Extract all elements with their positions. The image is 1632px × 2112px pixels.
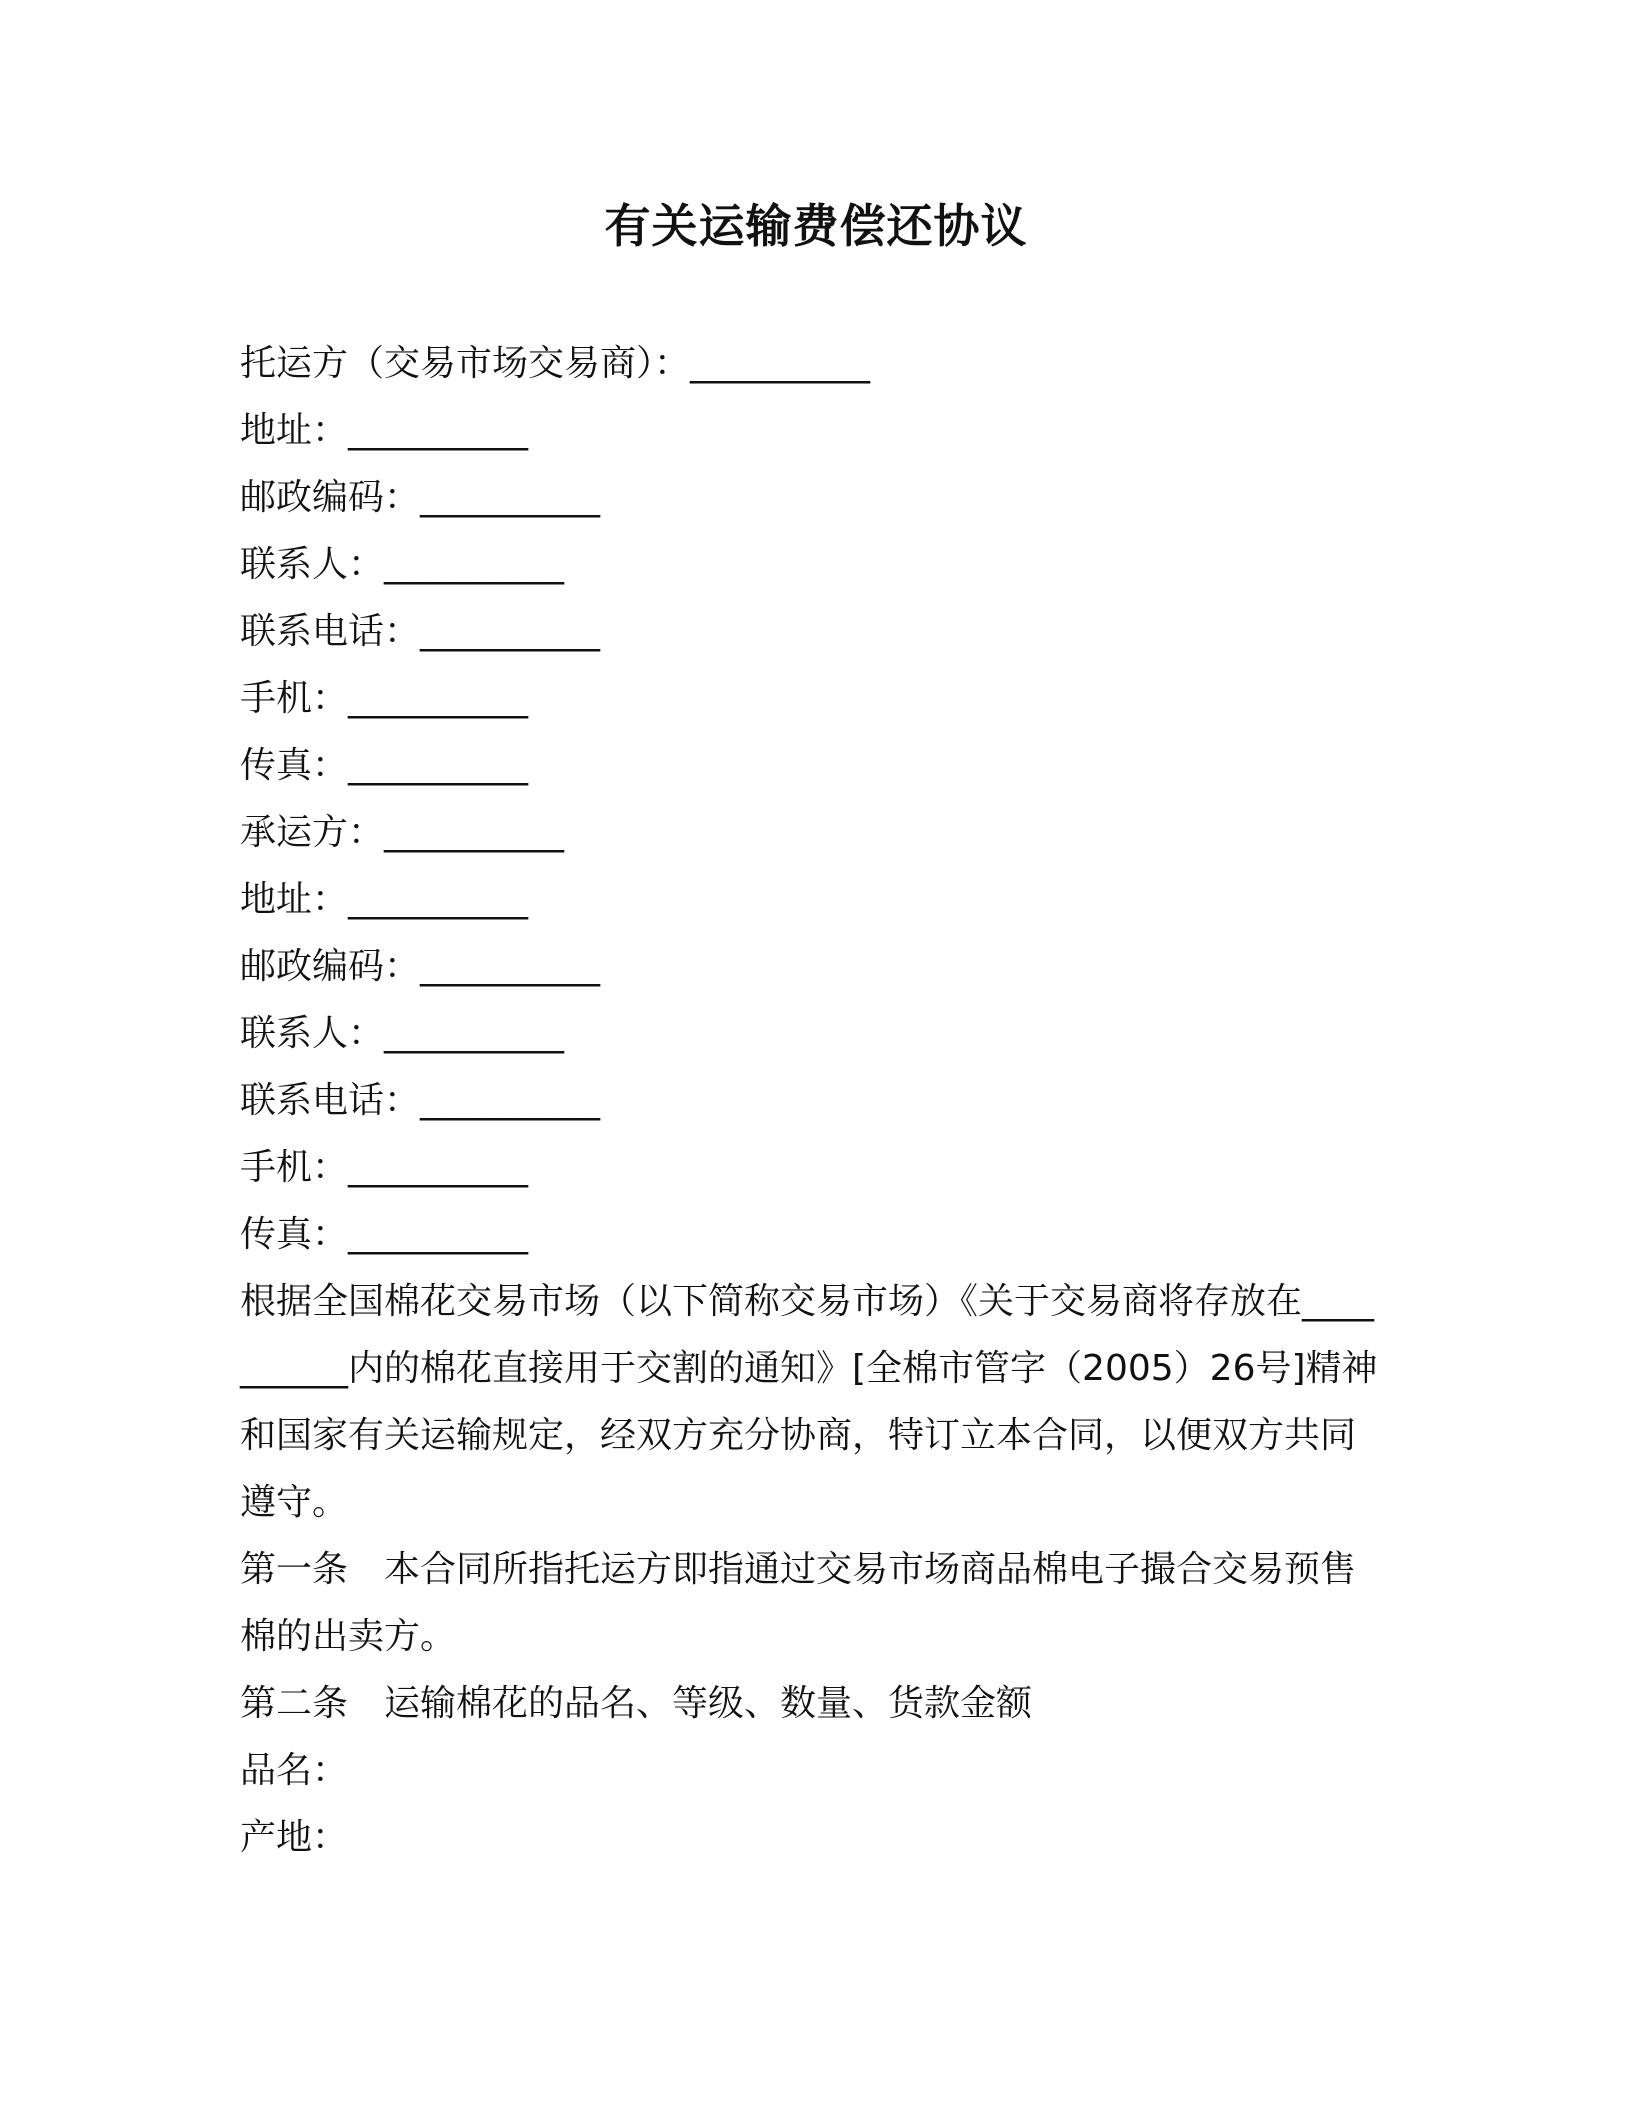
shipper-phone: 联系电话：__________ bbox=[240, 611, 601, 652]
carrier-contact: 联系人：__________ bbox=[240, 1013, 565, 1054]
article-2 bbox=[240, 1670, 1390, 1737]
origin-line: 产地： bbox=[240, 1817, 349, 1858]
product-name-line: 品名： bbox=[240, 1750, 349, 1791]
document-title: 有关运输费偿还协议 bbox=[604, 199, 1028, 253]
carrier-line: 承运方：__________ bbox=[240, 812, 565, 853]
shipper-contact: 联系人：__________ bbox=[240, 544, 565, 585]
document-body bbox=[240, 330, 1390, 1871]
shipper-postcode: 邮政编码：__________ bbox=[240, 477, 601, 518]
article-1 bbox=[240, 1536, 1390, 1670]
article-1-label: 第一条 bbox=[240, 1549, 349, 1590]
article-1-text: 本合同所指托运方即指通过交易市场商品棉电子撮合交易预售棉的出卖方。 bbox=[240, 1549, 1357, 1657]
shipper-fax: 传真：__________ bbox=[240, 745, 529, 786]
carrier-phone: 联系电话：__________ bbox=[240, 1080, 601, 1121]
carrier-mobile: 手机：__________ bbox=[240, 1147, 529, 1188]
article-2-text: 运输棉花的品名、等级、数量、货款金额 bbox=[384, 1683, 1033, 1724]
carrier-address: 地址：__________ bbox=[240, 879, 529, 920]
preamble-paragraph: 根据全国棉花交易市场（以下简称交易市场）《关于交易商将存放在__________内的棉花直接用于交割的通知》[全棉市管字（2005）26号]精神和国家有关运输规定，经双方充分协商，特订立本合同，以便双方共同遵守。 bbox=[240, 1281, 1378, 1523]
carrier-fax: 传真：__________ bbox=[240, 1214, 529, 1255]
shipper-line: 托运方（交易市场交易商）：__________ bbox=[240, 343, 871, 384]
shipper-address: 地址：__________ bbox=[240, 410, 529, 451]
article-2-label: 第二条 bbox=[240, 1683, 349, 1724]
carrier-postcode: 邮政编码：__________ bbox=[240, 946, 601, 987]
shipper-mobile: 手机：__________ bbox=[240, 678, 529, 719]
